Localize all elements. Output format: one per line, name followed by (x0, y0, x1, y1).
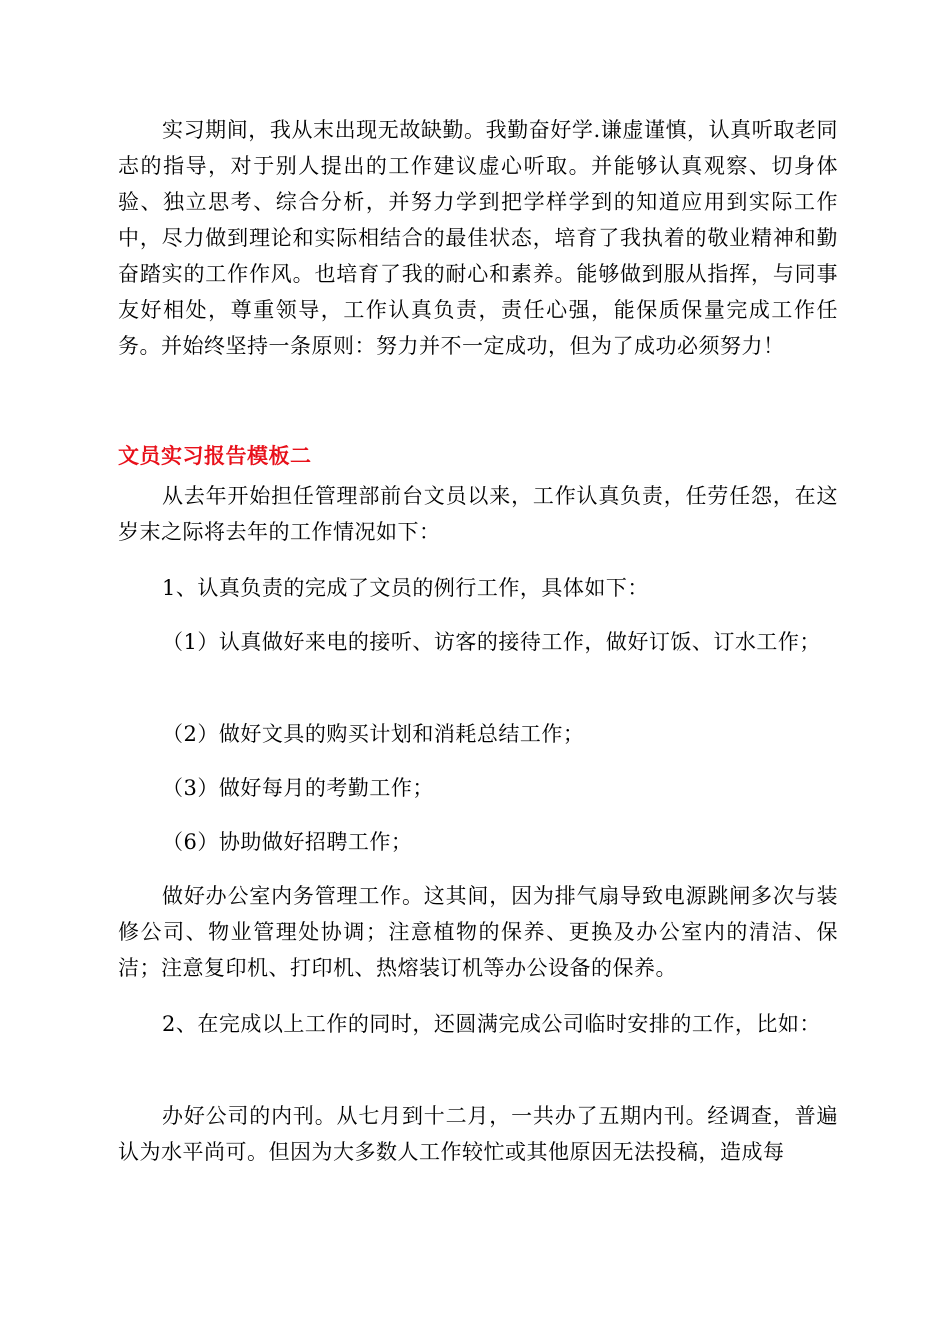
paragraph-intro: 从去年开始担任管理部前台文员以来，工作认真负责，任劳任怨，在这岁末之际将去年的工作情况如下： (118, 484, 838, 544)
paragraph-internship-summary: 实习期间，我从末出现无故缺勤。我勤奋好学.谦虚谨慎，认真听取老同志的指导，对于别人提出的工作建议虚心听取。并能够认真观察、切身体验、独立思考、综合分析，并努力学到把学样学到的知道应用到实际工作中，尽力做到理论和实际相结合的最佳状态，培育了我执着的敬业精神和勤奋踏实的工作作风。也培育了我的耐心和素养。能够做到服从指挥，与同事友好相处，尊重领导，工作认真负责，责任心强，能保质保量完成工作任务。并始终坚持一条原则：努力并不一定成功，但为了成功必须努力！ (118, 118, 838, 358)
paragraph-routine-work: 1、认真负责的完成了文员的例行工作，具体如下： (162, 576, 649, 600)
list-item-recruitment: （6）协助做好招聘工作； (162, 830, 413, 854)
list-item-stationery: （2）做好文具的购买计划和消耗总结工作； (162, 722, 585, 746)
paragraph-temporary-tasks: 2、在完成以上工作的同时，还圆满完成公司临时安排的工作，比如： (162, 1012, 821, 1036)
paragraph-internal-magazine: 办好公司的内刊。从七月到十二月，一共办了五期内刊。经调查，普遍认为水平尚可。但因为大多数人工作较忙或其他原因无法投稿，造成每 (118, 1104, 838, 1164)
list-item-attendance: （3）做好每月的考勤工作； (162, 776, 434, 800)
list-item-reception: （1）认真做好来电的接听、访客的接待工作，做好订饭、订水工作； (162, 630, 821, 654)
paragraph-office-management: 做好办公室内务管理工作。这其间，因为排气扇导致电源跳闸多次与装修公司、物业管理处协调；注意植物的保养、更换及办公室内的清洁、保洁；注意复印机、打印机、热熔装订机等办公设备的保养。 (118, 884, 838, 980)
section-heading: 文员实习报告模板二 (118, 444, 312, 468)
